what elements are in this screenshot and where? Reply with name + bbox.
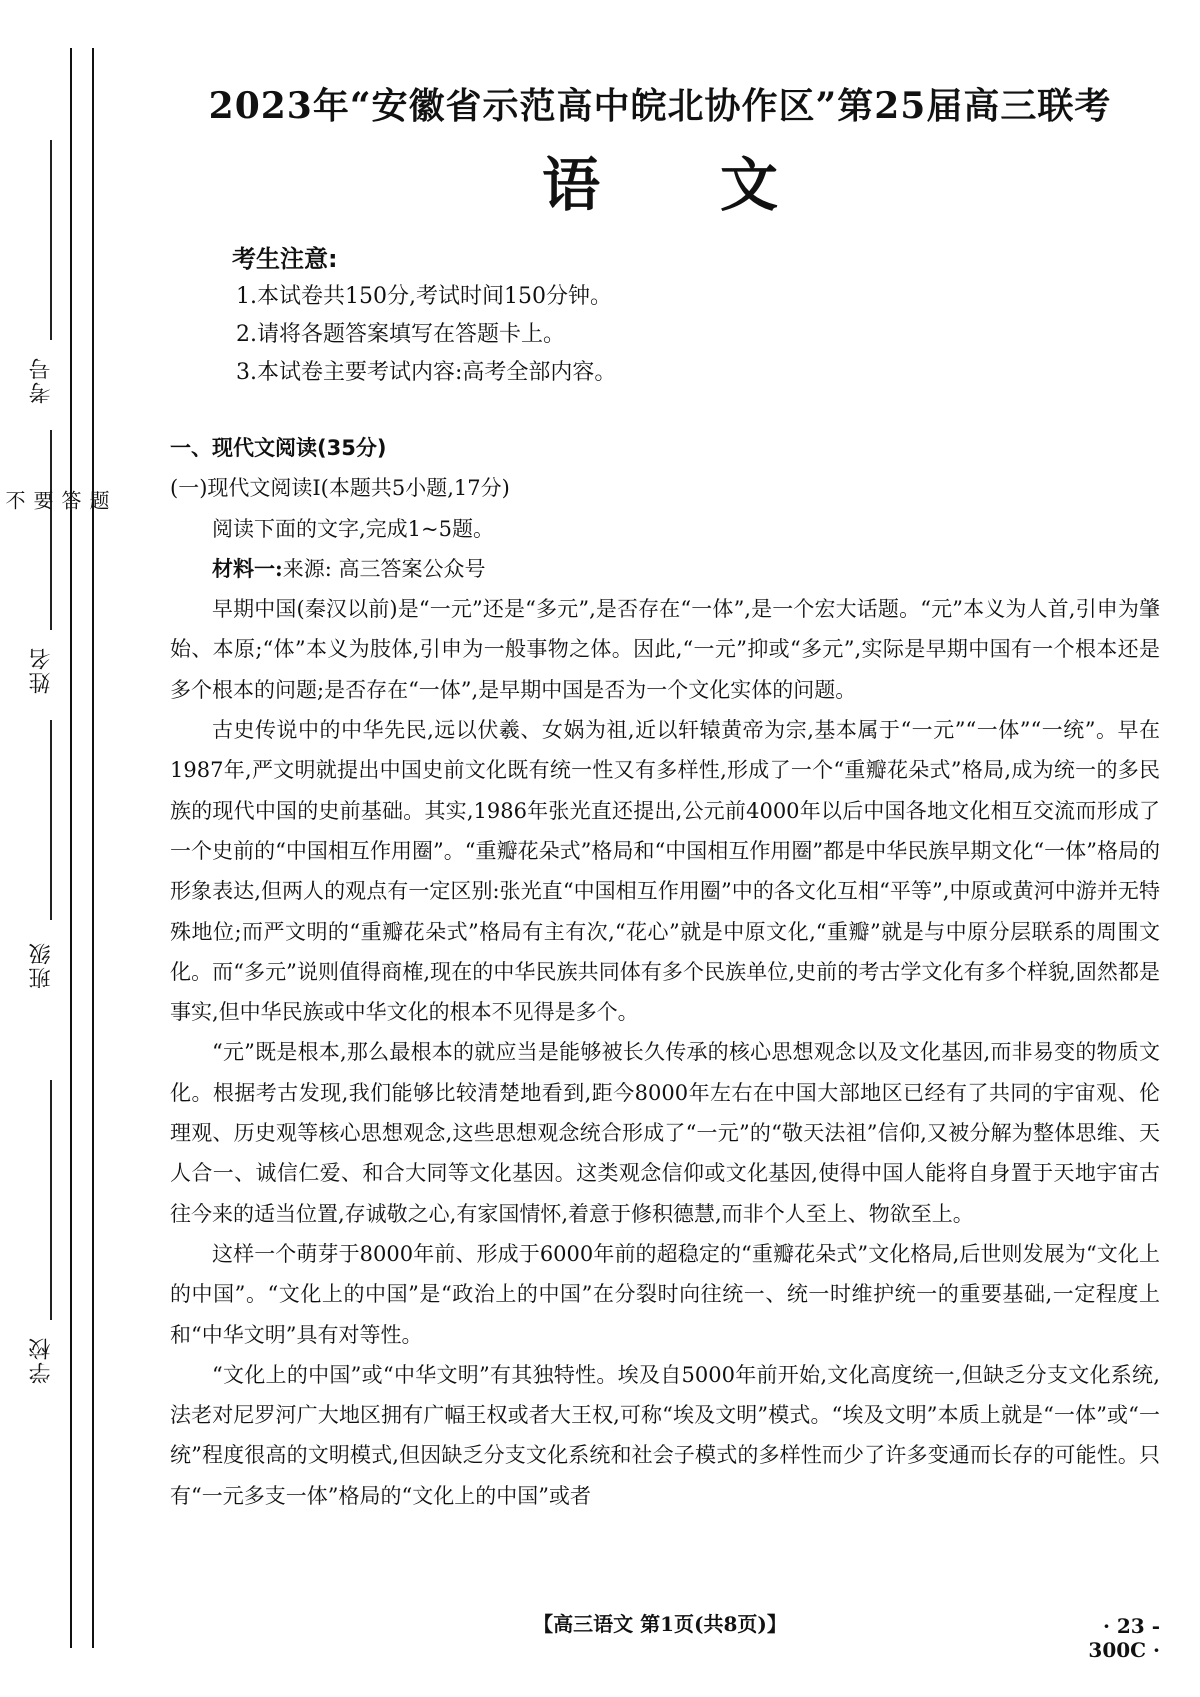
passage-paragraph: 古史传说中的中华先民,远以伏羲、女娲为祖,近以轩辕黄帝为宗,基本属于“一元”“一体”“一统”。早在1987年,严文明就提出中国史前文化既有统一性又有多样性,形成了一个“重瓣花朵式”格局,成为统一的多民族的现代中国的史前基础。其实,1986年张光直还提出,公元前4000年以后中国各地文化相互交流而形成了一个史前的“中国相互作用圈”。“重瓣花朵式”格局和“中国相互作用圈”都是中华民族早期文化“一体”格局的形象表达,但两人的观点有一定区别:张光直“中国相互作用圈”中的各文化互相“平等”,中原或黄河中游并无特殊地位;而严文明的“重瓣花朵式”格局有主有次,“花心”就是中原文化,“重瓣”就是与中原分层联系的周围文化。而“多元”说则值得商榷,现在的中华民族共同体有多个民族单位,史前的考古学文化有多个样貌,固然都是事实,但中华民族或中华文化的根本不见得是多个。 [170, 718, 1160, 1025]
subject-title: 语文 [541, 151, 898, 219]
binding-line-outer [70, 48, 72, 1648]
section-heading: 一、现代文阅读(35分) [170, 436, 387, 460]
seal-warning-text [2, 490, 112, 564]
name-label: 姓名 [29, 646, 54, 694]
candidate-notice [232, 240, 1092, 392]
seal-char: 题 [86, 490, 110, 510]
seal-char: 答 [58, 490, 82, 510]
material-header [170, 549, 1160, 589]
name-fill-line [50, 430, 52, 630]
passage-paragraph: “文化上的中国”或“中华文明”有其独特性。埃及自5000年前开始,文化高度统一,但缺乏分支文化系统,法老对尼罗河广大地区拥有广幅王权或者大王权,可称“埃及文明”模式。“埃及文明”本质上就是“一体”或“一统”程度很高的文明模式,但因缺乏分支文化系统和社会子模式的多样性而少了许多变通而长存的可能性。只有“一元多支一体”格局的“文化上的中国”或者 [170, 1362, 1160, 1508]
seal-char: 要 [30, 490, 54, 510]
seal-char: 不 [2, 490, 26, 510]
binding-line-inner [92, 48, 94, 1648]
page-footer: 【高三语文 第1页(共8页)】 [533, 1612, 787, 1636]
passage-paragraph: “元”既是根本,那么最根本的就应当是能够被长久传承的核心思想观念以及文化基因,而非易变的物质文化。根据考古发现,我们能够比较清楚地看到,距今8000年左右在中国大部地区已经有了共同的宇宙观、伦理观、历史观等核心思想观念,这些思想观念统合形成了“一元”的“敬天法祖”信仰,又被分解为整体思维、天人合一、诚信仁爱、和合大同等文化基因。这类观念信仰或文化基因,使得中国人能将自身置于天地宇宙古往今来的适当位置,存诚敬之心,有家国情怀,着意于修积德慧,而非个人至上、物欲至上。 [170, 1040, 1160, 1226]
subsection-heading: (一)现代文阅读Ⅰ(本题共5小题,17分) [170, 476, 510, 501]
material-source: 来源: 高三答案公众号 [282, 556, 486, 581]
notice-item: 2.请将各题答案填写在答题卡上。 [236, 322, 565, 347]
paper-code: · 23 - 300C · [1088, 1614, 1160, 1662]
school-label: 学校 [29, 1336, 54, 1384]
exam-title: 2023年“安徽省示范高中皖北协作区”第25届高三联考 [208, 85, 1112, 127]
notice-title: 考生注意: [232, 245, 338, 273]
class-label: 班级 [29, 941, 54, 989]
instruction: 阅读下面的文字,完成1~5题。 [212, 516, 494, 541]
notice-item: 3.本试卷主要考试内容:高考全部内容。 [236, 360, 617, 385]
school-fill-line [50, 1080, 52, 1320]
passage-paragraph: 这样一个萌芽于8000年前、形成于6000年前的超稳定的“重瓣花朵式”文化格局,后世则发展为“文化上的中国”。“文化上的中国”是“政治上的中国”在分裂时向往统一、统一时维护统一的重要基础,一定程度上和“中华文明”具有对等性。 [170, 1241, 1160, 1347]
material-label: 材料一: [212, 555, 283, 581]
passage-paragraph: 早期中国(秦汉以前)是“一元”还是“多元”,是否存在“一体”,是一个宏大话题。“元”本义为人首,引申为肇始、本原;“体”本义为肢体,引申为一般事物之体。因此,“一元”抑或“多元”,实际是早期中国有一个根本还是多个根本的问题;是否存在“一体”,是早期中国是否为一个文化实体的问题。 [170, 597, 1160, 702]
reading-section [170, 428, 1160, 1516]
exam-number-fill-line [50, 140, 52, 340]
class-fill-line [50, 720, 52, 920]
notice-item: 1.本试卷共150分,考试时间150分钟。 [236, 284, 612, 309]
exam-number-label: 考号 [29, 356, 54, 404]
